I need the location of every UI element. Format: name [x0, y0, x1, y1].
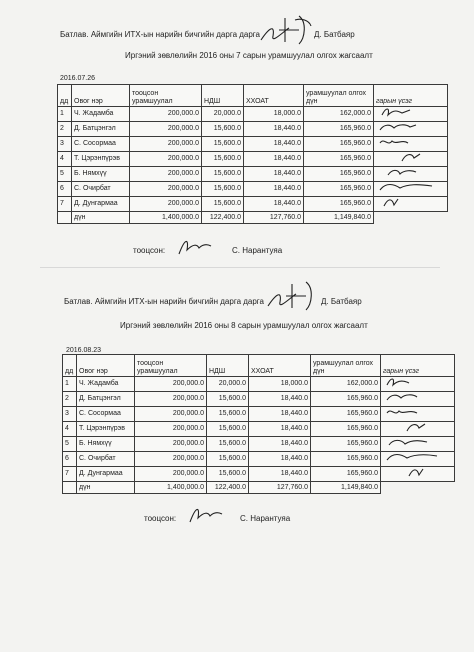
row-number: 3 [58, 137, 72, 152]
table-row [58, 107, 448, 122]
total-net: 1,149,840.0 [304, 212, 374, 224]
payment-table [62, 354, 455, 494]
calculated-amount: 200,000.0 [130, 197, 202, 212]
signature-cell [374, 182, 448, 197]
net-amount: 165,960.0 [304, 182, 374, 197]
net-amount: 165,960.0 [311, 467, 381, 482]
total-calculated: 1,400,000.0 [130, 212, 202, 224]
signature-cell [381, 392, 455, 407]
total-label: дүн [72, 212, 130, 224]
row-number: 1 [63, 377, 77, 392]
row-number: 4 [58, 152, 72, 167]
income-tax: 18,440.0 [249, 467, 311, 482]
table-row [58, 122, 448, 137]
header-cell: урамшуулал олгох дүн [304, 85, 374, 107]
table-row [58, 167, 448, 182]
income-tax: 18,440.0 [249, 452, 311, 467]
table-row [63, 452, 455, 467]
row-number: 6 [63, 452, 77, 467]
row-number: 2 [63, 392, 77, 407]
approver-name: Д. Батбаяр [314, 30, 355, 39]
approver-name: Д. Батбаяр [321, 297, 362, 306]
approval-prefix: Батлав. Аймгийн ИТХ-ын нарийн бичгийн дарга дарга [60, 30, 260, 39]
social-insurance: 15,600.0 [207, 407, 249, 422]
approval-line [64, 297, 264, 306]
net-amount: 162,000.0 [311, 377, 381, 392]
income-tax: 18,440.0 [244, 137, 304, 152]
social-insurance: 20,000.0 [207, 377, 249, 392]
income-tax: 18,440.0 [249, 392, 311, 407]
income-tax: 18,440.0 [244, 182, 304, 197]
signature-cell [381, 407, 455, 422]
prepared-label: тооцсон: [133, 246, 166, 255]
table-row [58, 182, 448, 197]
approver-signature [262, 276, 322, 316]
net-amount: 165,960.0 [304, 137, 374, 152]
approval-line [60, 30, 260, 39]
signature-cell [381, 452, 455, 467]
calculated-amount: 200,000.0 [135, 407, 207, 422]
calculated-amount: 200,000.0 [135, 437, 207, 452]
calculated-amount: 200,000.0 [130, 122, 202, 137]
income-tax: 18,000.0 [244, 107, 304, 122]
signature-cell [374, 197, 448, 212]
approver-signature [255, 8, 315, 50]
person-name: С. Сосормаа [77, 407, 135, 422]
table-row [58, 197, 448, 212]
net-amount: 165,960.0 [311, 392, 381, 407]
row-number: 7 [58, 197, 72, 212]
person-name: Т. Цэрэнпүрэв [72, 152, 130, 167]
social-insurance: 20,000.0 [202, 107, 244, 122]
payment-table [57, 84, 448, 224]
table-row [63, 392, 455, 407]
calculated-amount: 200,000.0 [135, 392, 207, 407]
person-name: Т. Цэрэнпүрэв [77, 422, 135, 437]
person-name: Д. Батцэнгэл [77, 392, 135, 407]
total-income-tax: 127,760.0 [249, 482, 311, 494]
calculated-amount: 200,000.0 [130, 152, 202, 167]
income-tax: 18,440.0 [249, 407, 311, 422]
table-header-row [63, 355, 455, 377]
net-amount: 165,960.0 [311, 452, 381, 467]
calculated-amount: 200,000.0 [130, 107, 202, 122]
net-amount: 165,960.0 [304, 167, 374, 182]
calculated-amount: 200,000.0 [135, 452, 207, 467]
section-title: Иргэний зөвлөлийн 2016 оны 7 сарын урамшуулал олгох жагсаалт [125, 51, 373, 60]
net-amount: 165,960.0 [311, 437, 381, 452]
header-cell: урамшуулал олгох дүн [311, 355, 381, 377]
table-row [63, 407, 455, 422]
income-tax: 18,440.0 [244, 197, 304, 212]
social-insurance: 15,600.0 [202, 152, 244, 167]
header-cell: дд [63, 355, 77, 377]
social-insurance: 15,600.0 [202, 137, 244, 152]
section-date: 2016.07.26 [60, 75, 96, 82]
row-number: 3 [63, 407, 77, 422]
income-tax: 18,440.0 [244, 167, 304, 182]
person-name: Б. Нямхүү [77, 437, 135, 452]
total-calculated: 1,400,000.0 [135, 482, 207, 494]
signature-cell [374, 167, 448, 182]
header-cell: ХХОАТ [244, 85, 304, 107]
preparer-name: С. Нарантуяа [232, 246, 283, 255]
header-cell: тооцсон урамшуулал [130, 85, 202, 107]
person-name: С. Очирбат [77, 452, 135, 467]
person-name: Б. Нямхүү [72, 167, 130, 182]
table-total-row [58, 212, 448, 224]
signature-cell [381, 377, 455, 392]
income-tax: 18,000.0 [249, 377, 311, 392]
calculated-amount: 200,000.0 [130, 137, 202, 152]
table-header-row [58, 85, 448, 107]
total-net: 1,149,840.0 [311, 482, 381, 494]
calculated-amount: 200,000.0 [135, 422, 207, 437]
net-amount: 162,000.0 [304, 107, 374, 122]
person-name: С. Сосормаа [72, 137, 130, 152]
calculated-amount: 200,000.0 [135, 467, 207, 482]
signature-cell [381, 422, 455, 437]
header-cell: дд [58, 85, 72, 107]
social-insurance: 15,600.0 [202, 122, 244, 137]
row-number: 5 [58, 167, 72, 182]
net-amount: 165,960.0 [304, 152, 374, 167]
person-name: Д. Дунгармаа [77, 467, 135, 482]
net-amount: 165,960.0 [311, 422, 381, 437]
table-row [63, 437, 455, 452]
section-date: 2016.08.23 [66, 347, 102, 354]
signature-cell [374, 122, 448, 137]
prepared-label: тооцсон: [144, 514, 177, 523]
row-number: 6 [58, 182, 72, 197]
income-tax: 18,440.0 [244, 152, 304, 167]
row-number: 7 [63, 467, 77, 482]
income-tax: 18,440.0 [249, 437, 311, 452]
social-insurance: 15,600.0 [207, 422, 249, 437]
net-amount: 165,960.0 [304, 197, 374, 212]
preparer-signature [175, 234, 215, 258]
signature-cell [374, 107, 448, 122]
person-name: Ч. Жадамба [77, 377, 135, 392]
social-insurance: 15,600.0 [207, 467, 249, 482]
net-amount: 165,960.0 [311, 407, 381, 422]
section-title: Иргэний зөвлөлийн 2016 оны 8 сарын урамшуулал олгох жагсаалт [120, 321, 368, 330]
preparer-name: С. Нарантуяа [240, 514, 291, 523]
table-total-row [63, 482, 455, 494]
header-cell: НДШ [202, 85, 244, 107]
section-divider [40, 267, 440, 268]
table-row [63, 467, 455, 482]
signature-cell [381, 467, 455, 482]
calculated-amount: 200,000.0 [130, 182, 202, 197]
header-cell: НДШ [207, 355, 249, 377]
signature-cell [374, 137, 448, 152]
person-name: С. Очирбат [72, 182, 130, 197]
signature-cell [381, 437, 455, 452]
header-cell: Овог нэр [72, 85, 130, 107]
header-cell-signature: гарын үсэг [374, 85, 448, 107]
person-name: Д. Дунгармаа [72, 197, 130, 212]
row-number: 4 [63, 422, 77, 437]
header-cell-signature: гарын үсэг [381, 355, 455, 377]
table-row [63, 377, 455, 392]
social-insurance: 15,600.0 [207, 392, 249, 407]
income-tax: 18,440.0 [249, 422, 311, 437]
social-insurance: 15,600.0 [207, 452, 249, 467]
preparer-signature [186, 502, 226, 526]
calculated-amount: 200,000.0 [130, 167, 202, 182]
person-name: Д. Батцэнгэл [72, 122, 130, 137]
header-cell: ХХОАТ [249, 355, 311, 377]
income-tax: 18,440.0 [244, 122, 304, 137]
header-cell: Овог нэр [77, 355, 135, 377]
table-row [58, 137, 448, 152]
header-cell: тооцсон урамшуулал [135, 355, 207, 377]
social-insurance: 15,600.0 [202, 182, 244, 197]
social-insurance: 15,600.0 [207, 437, 249, 452]
total-social-insurance: 122,400.0 [207, 482, 249, 494]
calculated-amount: 200,000.0 [135, 377, 207, 392]
table-row [63, 422, 455, 437]
signature-cell [374, 152, 448, 167]
table-row [58, 152, 448, 167]
row-number: 1 [58, 107, 72, 122]
person-name: Ч. Жадамба [72, 107, 130, 122]
social-insurance: 15,600.0 [202, 197, 244, 212]
approval-prefix: Батлав. Аймгийн ИТХ-ын нарийн бичгийн дарга дарга [64, 297, 264, 306]
total-social-insurance: 122,400.0 [202, 212, 244, 224]
row-number: 5 [63, 437, 77, 452]
social-insurance: 15,600.0 [202, 167, 244, 182]
total-income-tax: 127,760.0 [244, 212, 304, 224]
row-number: 2 [58, 122, 72, 137]
net-amount: 165,960.0 [304, 122, 374, 137]
total-label: дүн [77, 482, 135, 494]
